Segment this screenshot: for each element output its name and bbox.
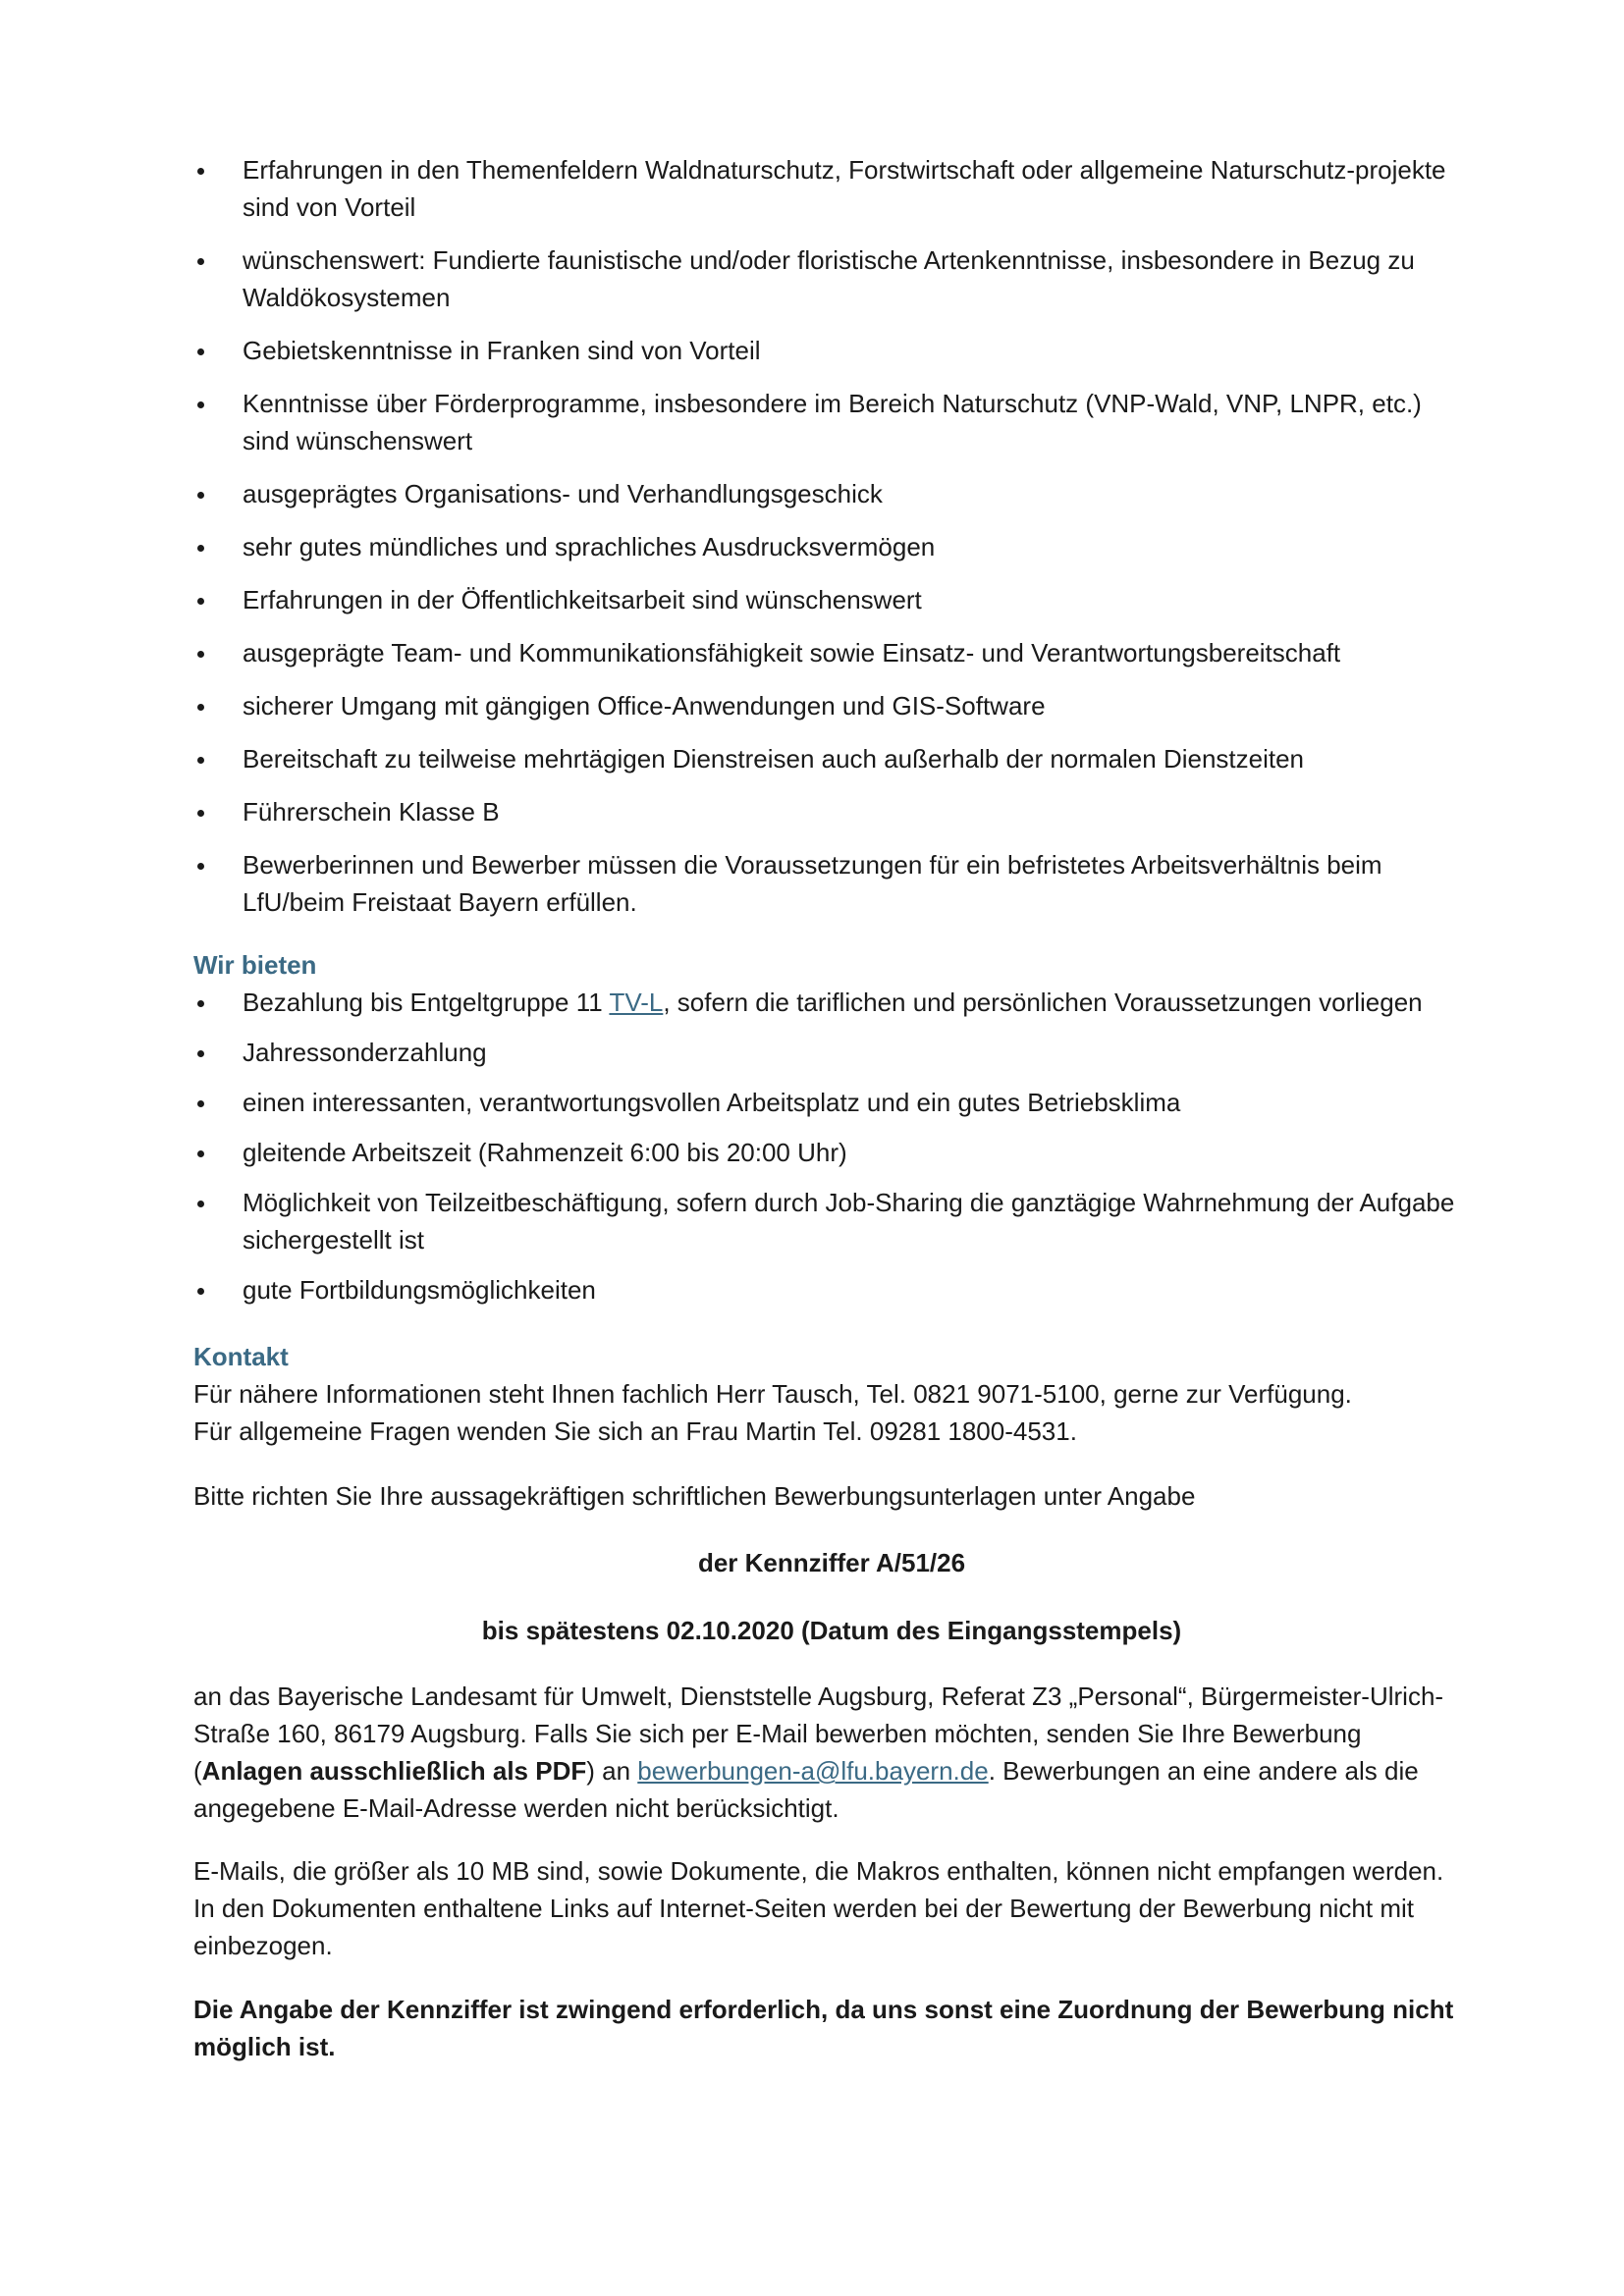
offer-list: [193, 984, 1470, 1308]
reference-number: der Kennziffer A/51/26: [697, 1548, 966, 1577]
bullet-icon: [197, 348, 204, 355]
list-item: Möglichkeit von Teilzeitbeschäftigung, sofern durch Job-Sharing die ganztägige Wahrnehmung der Aufgabe sichergestellt ist: [193, 1184, 1470, 1258]
list-item: ausgeprägtes Organisations- und Verhandlungsgeschick: [193, 475, 1470, 512]
bullet-icon: [197, 1288, 204, 1295]
list-item: Führerschein Klasse B: [193, 793, 1470, 830]
email-link[interactable]: bewerbungen-a@lfu.bayern.de: [637, 1756, 989, 1786]
bullet-icon: [197, 598, 204, 605]
list-item: einen interessanten, verantwortungsvollen Arbeitsplatz und ein gutes Betriebsklima: [193, 1084, 1470, 1121]
final-note: Die Angabe der Kennziffer ist zwingend erforderlich, da uns sonst eine Zuordnung der Bewerbung nicht möglich ist.: [193, 1995, 1454, 2061]
list-item: gute Fortbildungsmöglichkeiten: [193, 1271, 1470, 1308]
bullet-icon: [197, 258, 204, 265]
requirements-list: [193, 151, 1470, 921]
bullet-icon: [197, 1000, 204, 1007]
deadline: bis spätestens 02.10.2020 (Datum des Eingangsstempels): [481, 1616, 1182, 1645]
contact-line-1: Für nähere Informationen steht Ihnen fachlich Herr Tausch, Tel. 0821 9071-5100, gerne zur Verfügung.: [193, 1379, 1352, 1409]
list-item: Bezahlung bis Entgeltgruppe 11 TV-L, sofern die tariflichen und persönlichen Voraussetzungen vorliegen: [193, 984, 1470, 1021]
application-intro: Bitte richten Sie Ihre aussagekräftigen schriftlichen Bewerbungsunterlagen unter Angabe: [193, 1481, 1196, 1511]
bullet-icon: [197, 1150, 204, 1157]
list-item: Bewerberinnen und Bewerber müssen die Voraussetzungen für ein befristetes Arbeitsverhältnis beim LfU/beim Freistaat Bayern erfüllen.: [193, 846, 1470, 921]
document-page: [193, 151, 1470, 2065]
list-item: Gebietskenntnisse in Franken sind von Vorteil: [193, 332, 1470, 369]
bullet-icon: [197, 168, 204, 175]
contact-heading: Kontakt: [193, 1342, 289, 1371]
bullet-icon: [197, 1100, 204, 1107]
offer-heading: Wir bieten: [193, 950, 317, 980]
list-item: wünschenswert: Fundierte faunistische und/oder floristische Artenkenntnisse, insbesondere in Bezug zu Waldökosystemen: [193, 241, 1470, 316]
bullet-icon: [197, 704, 204, 711]
bullet-icon: [197, 810, 204, 817]
address-paragraph: an das Bayerische Landesamt für Umwelt, Dienststelle Augsburg, Referat Z3 „Personal“, Bürgermeister-Ulrich-Straße 160, 86179 Augsburg. Falls Sie sich per E-Mail bewerben möchten, senden Sie Ihre Bewerbung (Anlagen ausschließlich als PDF) an bewerbungen-a@lfu.bayern.de. Bewerbungen an eine andere als die angegebene E-Mail-Adresse werden nicht berücksichtigt.: [193, 1682, 1444, 1823]
contact-line-2: Für allgemeine Fragen wenden Sie sich an Frau Martin Tel. 09281 1800-4531.: [193, 1416, 1077, 1446]
bullet-icon: [197, 757, 204, 764]
tv-l-link[interactable]: TV-L: [609, 988, 664, 1017]
bullet-icon: [197, 492, 204, 499]
list-item: ausgeprägte Team- und Kommunikationsfähigkeit sowie Einsatz- und Verantwortungsbereitschaft: [193, 634, 1470, 671]
bullet-icon: [197, 401, 204, 408]
list-item: gleitende Arbeitszeit (Rahmenzeit 6:00 bis 20:00 Uhr): [193, 1134, 1470, 1171]
bullet-icon: [197, 545, 204, 552]
list-item: Jahressonderzahlung: [193, 1034, 1470, 1071]
bullet-icon: [197, 1201, 204, 1207]
bullet-icon: [197, 863, 204, 870]
list-item: sehr gutes mündliches und sprachliches Ausdrucksvermögen: [193, 528, 1470, 565]
email-note: E-Mails, die größer als 10 MB sind, sowie Dokumente, die Makros enthalten, können nicht empfangen werden. In den Dokumenten enthaltene Links auf Internet-Seiten werden bei der Bewertung der Bewerbung nicht mit einbezogen.: [193, 1856, 1444, 1960]
list-item: Bereitschaft zu teilweise mehrtägigen Dienstreisen auch außerhalb der normalen Dienstzeiten: [193, 740, 1470, 777]
bullet-icon: [197, 651, 204, 658]
list-item: Kenntnisse über Förderprogramme, insbesondere im Bereich Naturschutz (VNP-Wald, VNP, LNPR, etc.) sind wünschenswert: [193, 385, 1470, 459]
list-item: sicherer Umgang mit gängigen Office-Anwendungen und GIS-Software: [193, 687, 1470, 724]
bullet-icon: [197, 1050, 204, 1057]
list-item: Erfahrungen in den Themenfeldern Waldnaturschutz, Forstwirtschaft oder allgemeine Naturschutz-projekte sind von Vorteil: [193, 151, 1489, 226]
list-item: Erfahrungen in der Öffentlichkeitsarbeit sind wünschenswert: [193, 581, 1470, 618]
